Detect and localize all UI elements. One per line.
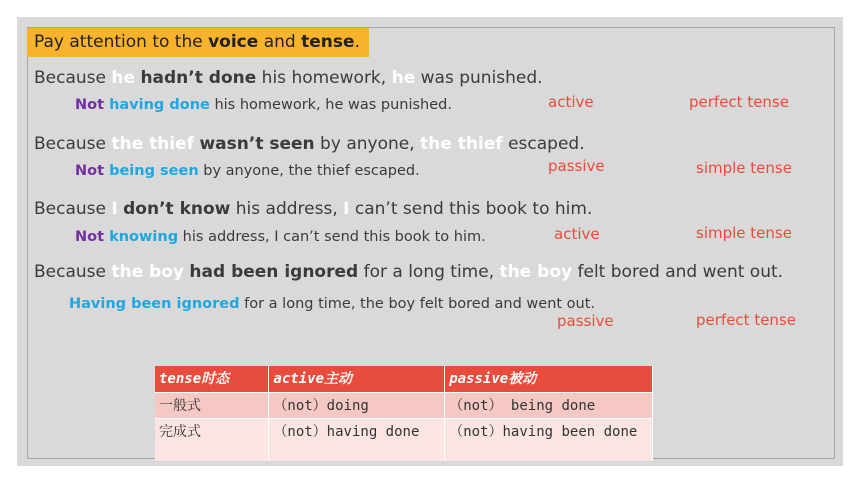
s2-subject-2: the thief [420, 134, 503, 154]
s3-subject: I [111, 199, 118, 219]
s4-subject-2: the boy [499, 262, 573, 282]
table-header-cell: active主动 [269, 366, 445, 393]
r2-participle: being seen [104, 163, 199, 179]
r3-not: Not [75, 229, 105, 245]
sentence-1 [34, 68, 543, 88]
r2-rest: by anyone, the thief escaped. [198, 163, 420, 179]
sentence-2 [34, 134, 585, 154]
r1-rest: his homework, he was punished. [209, 97, 452, 113]
s3-verb: don’t know [123, 199, 231, 219]
rewrite-1 [75, 97, 452, 113]
table-row [155, 419, 653, 462]
table-cell: 一般式 [155, 393, 269, 419]
s1-subject: he [111, 68, 136, 88]
rewrite-4 [69, 296, 595, 312]
voice-label-4: passive [557, 312, 614, 330]
title-tense: tense [301, 32, 355, 52]
s1-a: Because [34, 68, 112, 88]
sentence-4 [34, 262, 783, 282]
title-mid: and [258, 32, 302, 52]
table-header-row [155, 366, 653, 393]
s4-g: felt bored and went out. [572, 262, 784, 282]
rewrite-3 [75, 229, 486, 245]
s3-subject-2: I [343, 199, 350, 219]
voice-label-3: active [554, 225, 600, 243]
s1-verb: hadn’t done [140, 68, 257, 88]
r2-not: Not [75, 163, 105, 179]
table-header-cell: passive被动 [445, 366, 653, 393]
s4-a: Because [34, 262, 112, 282]
r1-not: Not [75, 97, 105, 113]
r4-participle: Having been ignored [69, 296, 240, 312]
table-cell: 完成式 [155, 419, 269, 462]
title-pre: Pay attention to the [34, 32, 209, 52]
s3-a: Because [34, 199, 112, 219]
table-header-cell: tense时态 [155, 366, 269, 393]
s1-subject-2: he [391, 68, 416, 88]
tense-table [155, 366, 653, 461]
voice-label-1: active [548, 93, 594, 111]
tense-label-3: simple tense [696, 224, 792, 242]
s4-subject: the boy [111, 262, 184, 282]
r3-participle: knowing [104, 229, 179, 245]
table-cell: （not）having been done [445, 419, 653, 462]
s3-e: his address, [230, 199, 344, 219]
r1-participle: having done [104, 97, 210, 113]
rewrite-2 [75, 163, 420, 179]
r4-rest: for a long time, the boy felt bored and went out. [239, 296, 596, 312]
table-cell: （not）having done [269, 419, 445, 462]
s4-e: for a long time, [358, 262, 500, 282]
s1-g: was punished. [415, 68, 543, 88]
s2-e: by anyone, [314, 134, 421, 154]
s1-e: his homework, [256, 68, 392, 88]
table-row [155, 393, 653, 419]
s2-subject: the thief [111, 134, 195, 154]
title-end: . [354, 32, 360, 52]
r3-rest: his address, I can’t send this book to him. [178, 229, 486, 245]
s3-g: can’t send this book to him. [349, 199, 593, 219]
s2-a: Because [34, 134, 112, 154]
table-cell: （not）doing [269, 393, 445, 419]
sentence-3 [34, 199, 592, 219]
s2-verb: wasn’t seen [199, 134, 315, 154]
title-voice: voice [208, 32, 259, 52]
s4-verb: had been ignored [189, 262, 359, 282]
voice-label-2: passive [548, 157, 605, 175]
slide-title [34, 32, 360, 52]
tense-label-4: perfect tense [696, 311, 796, 329]
s2-g: escaped. [502, 134, 585, 154]
table-cell: （not） being done [445, 393, 653, 419]
tense-label-2: simple tense [696, 159, 792, 177]
tense-label-1: perfect tense [689, 93, 789, 111]
